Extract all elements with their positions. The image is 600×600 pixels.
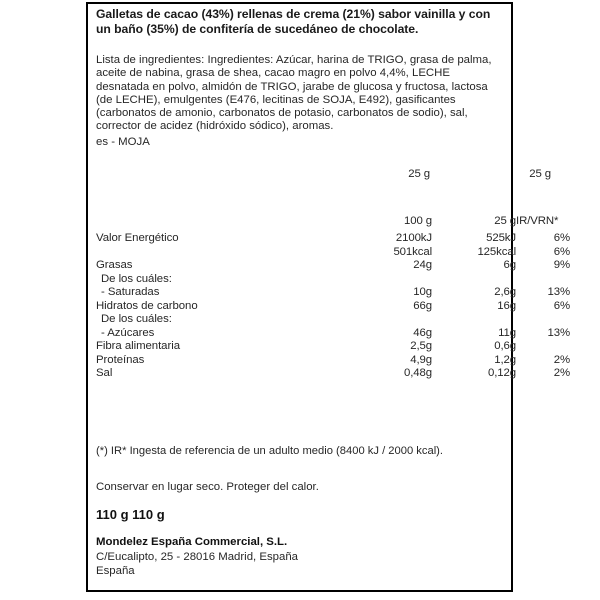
row-value-100g: 2,5g <box>410 340 432 352</box>
table-row <box>88 273 511 287</box>
table-row <box>88 313 511 327</box>
row-label: De los cuáles: <box>101 272 172 285</box>
serving-size-header-left: 25 g <box>408 168 430 180</box>
row-value-100g: 66g <box>413 299 432 312</box>
row-label: - Saturadas <box>101 286 160 298</box>
table-row <box>88 259 570 273</box>
net-weight: 110 g 110 g <box>96 507 165 522</box>
product-title: Galletas de cacao (43%) rellenas de crema (21%) sabor vainilla y con un baño (35%) de confitería de sucedáneo de chocolate. <box>96 7 491 37</box>
row-label: Proteínas <box>96 353 145 366</box>
row-value-25g: 0,12g <box>487 367 516 379</box>
row-value-25g: 6g <box>503 259 516 271</box>
table-row <box>88 286 570 300</box>
row-label: Fibra alimentaria <box>96 340 180 352</box>
row-label: Hidratos de carbono <box>96 299 198 312</box>
row-value-100g: 4,9g <box>410 353 432 366</box>
row-value-25g: 0,6g <box>494 340 516 352</box>
table-row <box>88 326 570 341</box>
table-row <box>88 340 516 354</box>
company-info <box>96 535 298 579</box>
row-value-ir: 6% <box>553 299 570 312</box>
row-value-25g: 2,6g <box>494 286 516 298</box>
reference-intake-note: (*) IR* Ingesta de referencia de un adulto medio (8400 kJ / 2000 kcal). <box>96 445 444 457</box>
table-row <box>88 367 570 381</box>
row-value-ir: 2% <box>553 353 570 366</box>
row-label: - Azúcares <box>101 326 155 339</box>
row-value-ir: 2% <box>553 367 570 379</box>
column-header-ir-vrn: IR/VRN* <box>516 215 559 227</box>
table-row <box>88 299 570 314</box>
row-label: De los cuáles: <box>101 313 172 325</box>
table-row <box>88 232 570 246</box>
row-value-100g: 501kcal <box>393 245 432 258</box>
row-value-100g: 46g <box>413 326 432 339</box>
row-value-25g: 11g <box>498 326 516 339</box>
row-value-100g: 10g <box>413 286 432 298</box>
row-label: Sal <box>96 367 113 379</box>
row-value-ir: 13% <box>547 286 570 298</box>
row-value-ir: 6% <box>553 232 570 244</box>
table-row <box>88 353 570 368</box>
row-value-ir: 6% <box>553 245 570 258</box>
row-value-25g: 16g <box>497 299 516 312</box>
column-header-per-100g: 100 g <box>403 215 432 227</box>
row-label: Grasas <box>96 259 133 271</box>
row-value-ir: 9% <box>553 259 570 271</box>
company-address: C/Eucalipto, 25 - 28016 Madrid, España <box>96 550 298 563</box>
row-value-ir: 13% <box>547 326 570 339</box>
row-value-100g: 2100kJ <box>395 232 432 244</box>
ingredients-list: Lista de ingredientes: Ingredientes: Azúcar, harina de TRIGO, grasa de palma, aceite de nabina, grasa de shea, cacao magro en polvo 4,4%, LECHE desnatada en polvo, almidón de TRIGO, jarabe de glucosa y fructosa, lactosa (de LECHE), emulgentes (E476, lecitinas de SOJA, E492), gasificantes (carbonatos de amonio, carbonatos de potasio, carbonatos de sodio), sal, corrector de acidez (hidróxido sódico), aromas. <box>96 54 492 133</box>
nutrition-label-panel <box>86 2 570 592</box>
storage-instructions: Conservar en lugar seco. Proteger del calor. <box>96 481 319 493</box>
label-inner-content <box>88 4 570 590</box>
row-value-25g: 1,2g <box>494 353 516 366</box>
language-code: es - MOJA <box>96 136 150 148</box>
row-value-100g: 24g <box>413 259 432 271</box>
row-value-25g: 125kcal <box>477 245 516 258</box>
company-name: Mondelez España Commercial, S.L. <box>96 536 288 548</box>
serving-size-header-right: 25 g <box>529 168 551 180</box>
row-label: Valor Energético <box>96 232 179 244</box>
table-row <box>88 245 570 260</box>
row-value-100g: 0,48g <box>403 367 432 379</box>
row-value-25g: 525kJ <box>486 232 516 244</box>
company-country: España <box>96 565 135 578</box>
column-header-per-25g: 25 g <box>494 215 516 227</box>
